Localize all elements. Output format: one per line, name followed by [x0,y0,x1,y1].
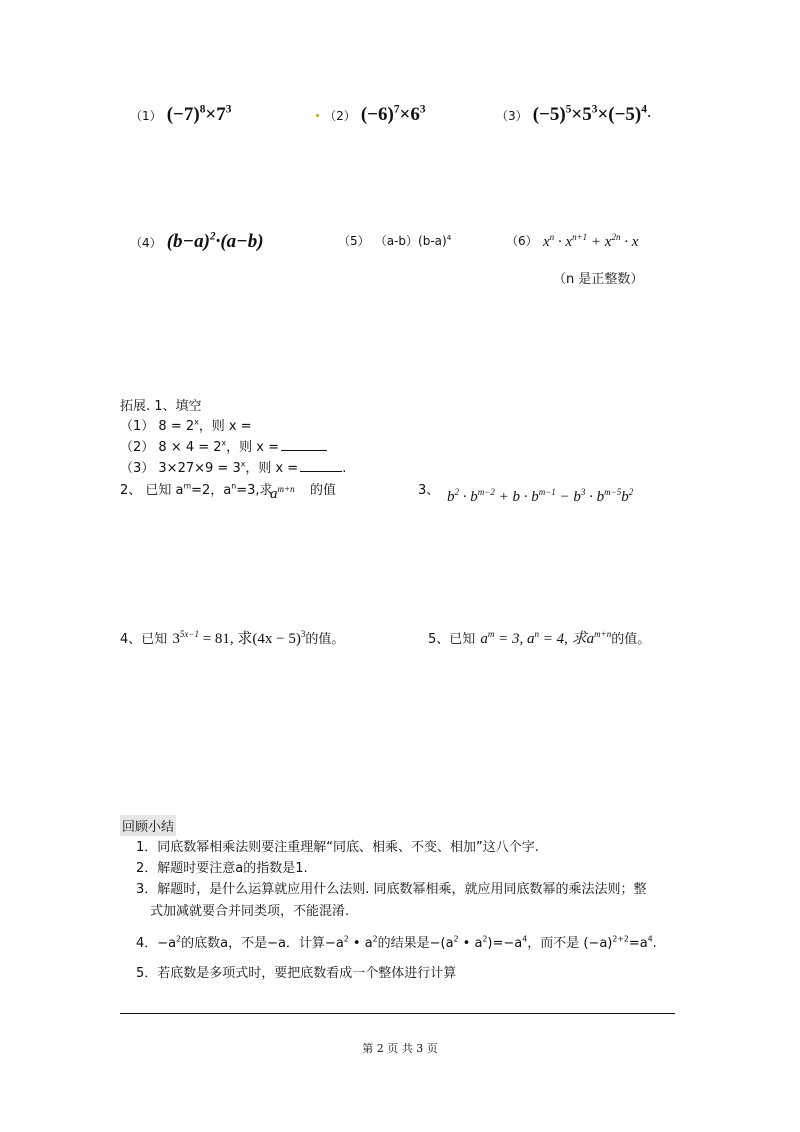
problem-4: （4） $(b-a)^2\cdot(a-b)$ [130,230,264,252]
review-item-3-cont: 式加减就要合并同类项，不能混淆. [150,904,350,919]
problem-1: （1） $(-7)^8\times 7^3$ [130,103,232,125]
question-2-tail: 的值 [310,483,337,498]
review-item-5: 5．若底数是多项式时，要把底数看成一个整体进行计算 [136,966,457,981]
problem-2-label: （2） [324,109,356,123]
extension-heading: 拓展. 1、填空 [120,399,202,414]
problem-6-label: （6） [506,234,538,248]
review-item-4: 4．$-a^2$的底数a，不是−a．计算$-a^2$ • $a^2$的结果是$-(a^2$ • $a^2)=-a^4$，而不是 $(-a)^{2+2}=a^4$. [136,934,657,951]
question-4: 4、已知 $3^{5x-1} = 81$, 求$(4x - 5)^3$的值。 [120,629,345,647]
review-item-3: 3．解题时，是什么运算就应用什么法则. 同底数幂相乘，就应用同底数幂的乘法法则；整 [136,882,647,897]
problem-3-label: （3） [496,109,528,123]
problem-4-label: （4） [130,236,162,250]
question-5: 5、已知 $a^m = 3$, $a^n = 4$, 求$a^{m+n}$的值。 [428,629,651,647]
problem-6-note: （n 是正整数） [553,272,644,287]
fill-item-1: （1） $8 = 2^x$，则 x = [120,417,252,434]
page-footer: 第 2 页 共 3 页 [362,1042,438,1055]
question-3-num: 3、 [418,483,440,498]
answer-blank[interactable] [281,438,327,451]
question-2: 2、 已知 $a^m=2$，$a^n=3$,求 [120,481,273,498]
review-item-2: 2．解题时要注意a的指数是1. [136,861,308,876]
problem-2: （2） $(-6)^7\times 6^3$ [316,104,426,126]
problem-6 [506,230,538,249]
fill-item-2: （2） $8 \times 4 = 2^x$，则 x = [120,436,327,455]
problem-1-label: （1） [130,109,162,123]
problem-5: （5） $(a-b)(b-a)^4$ [338,233,452,248]
question-3-expr: $b^2 \cdot b^{m-2} + b \cdot b^{m-1} - b^3 \cdot b^{m-5}b^2$ [447,487,634,505]
fill-item-3: （3） $3\times 27\times 9 = 3^x$，则 x = . [120,459,347,476]
problem-6-expr: $x^n \cdot x^{n+1} + x^{2n} \cdot x$ [543,232,639,250]
review-title: 回顾小结 [120,815,176,836]
marker-dot [316,114,319,117]
problem-3: （3） $(-5)^5\times 5^3\times(-5)^4\cdot$ [496,103,652,125]
review-item-1: 1．同底数幂相乘法则要注重理解“同底、相乘、不变、相加”这八个字. [136,840,539,855]
answer-blank[interactable] [300,459,342,472]
footer-divider [120,1013,675,1014]
problem-5-label: （5） [338,234,370,248]
question-2-expr: $a^{m+n}$ [270,484,295,502]
